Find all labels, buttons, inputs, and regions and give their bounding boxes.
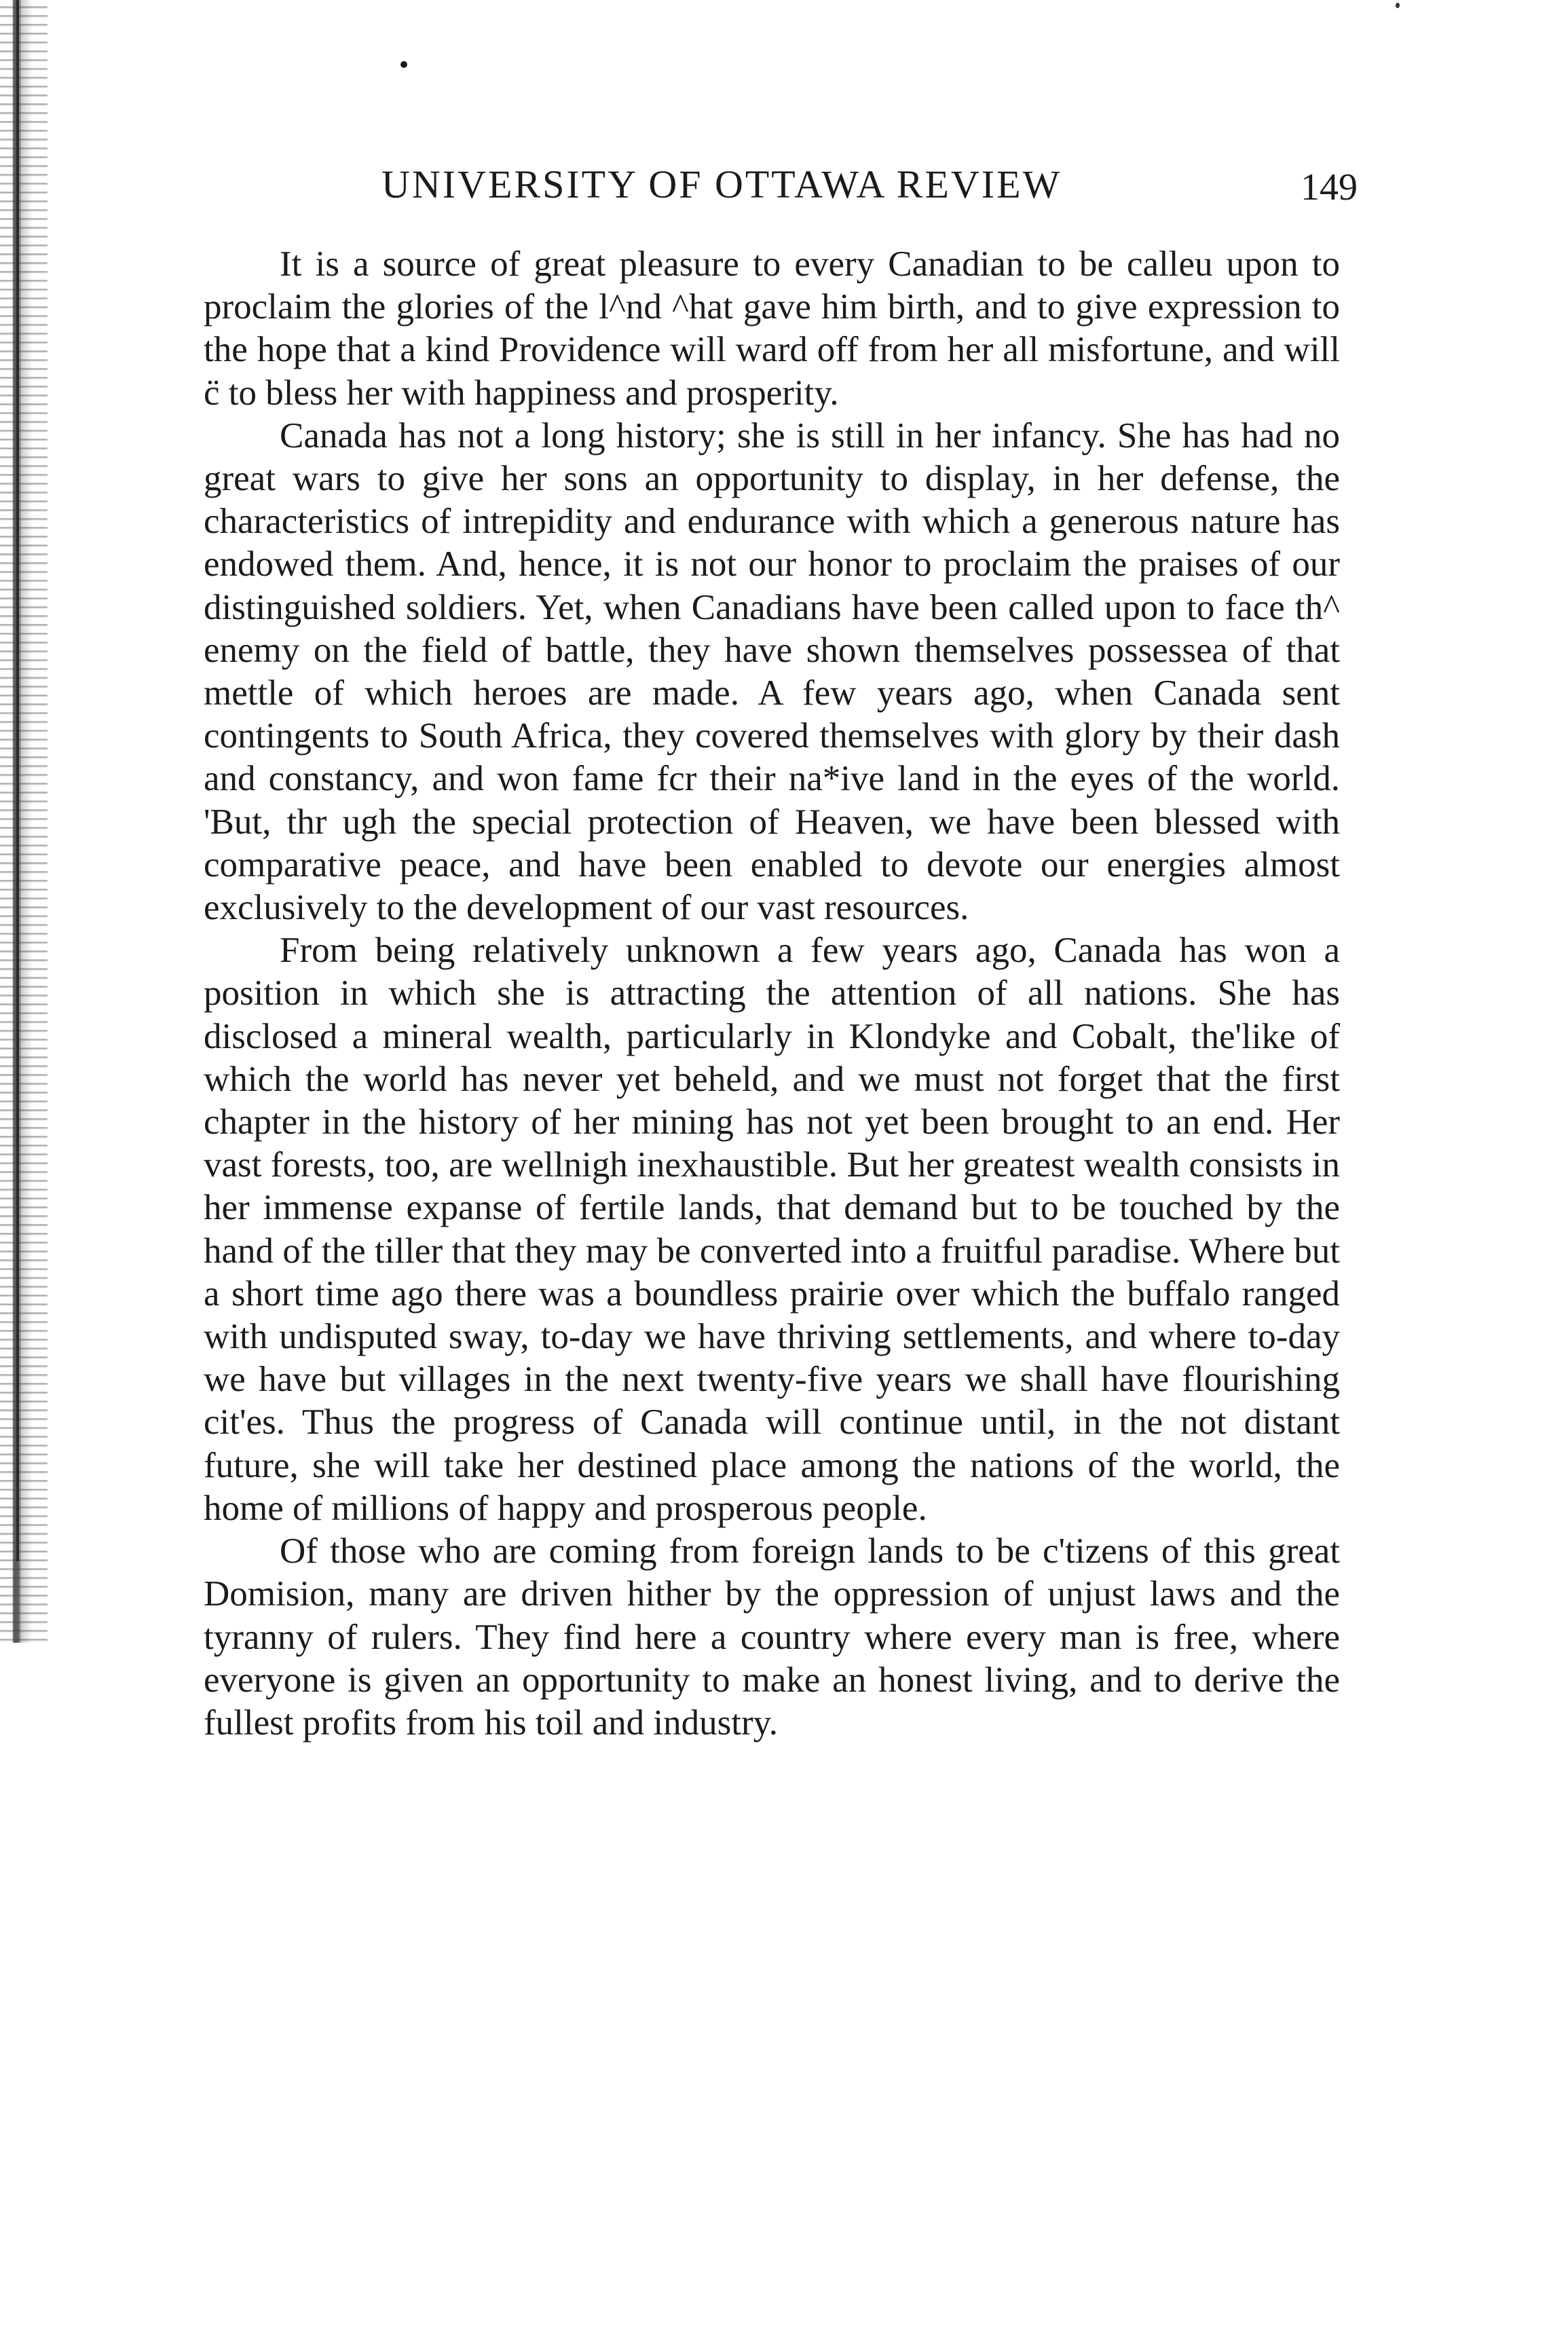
- page-number: 149: [1301, 166, 1358, 208]
- paragraph-4: Of those who are coming from foreign lands to be c'tizens of this great Domision, many are driven hither by the oppression of unjust laws and the tyranny of rulers. They find here a country where every man is free, where everyone is given an opportunity to make an honest living, and to derive the fullest profits from his toil and industry.: [204, 1531, 1340, 1743]
- paragraph-2: Canada has not a long history; she is still in her infancy. She has had no great wars to give her sons an opportunity to display, in her defense, the characteristics of intrepidity and endurance with which a generous nature has endowed them. And, hence, it is not our honor to proclaim the praises of our distinguished soldiers. Yet, when Canadians have been called upon to face th^ enemy on the field of battle, they have shown themselves possessea of that mettle of which heroes are made. A few years ago, when Canada sent contingents to South Africa, they covered themselves with glory by their dash and constancy, and won fame fcr their na*ive land in the eyes of the world. 'But, thr ugh the special protection of Heaven, we have been blessed with comparative peace, and have been enabled to devote our energies almost exclusively to the development of our vast resources.: [204, 415, 1340, 928]
- binding-edge: [0, 0, 48, 1643]
- binding-rule: [16, 0, 19, 1561]
- paragraph-1: It is a source of great pleasure to every Canadian to be calleu upon to proclaim the glories of the l^nd ^hat gave him birth, and to give expression to the hope that a kind Providence will ward off from her all misfortune, and will c̈̈ to bless her with happiness and prosperity.: [204, 244, 1340, 413]
- body-text: [204, 243, 1340, 1745]
- page-header: [204, 162, 1358, 216]
- ink-speck: [400, 61, 407, 68]
- paragraph-3: From being relatively unknown a few years ago, Canada has won a position in which she is attracting the attention of all nations. She has disclosed a mineral wealth, particularly in Klondyke and Cobalt, the'like of which the world has never yet beheld, and we must not forget that the first chapter in the history of her mining has not yet been brought to an end. Her vast forests, too, are wellnigh inexhaustible. But her greatest wealth consists in her immense expanse of fertile lands, that demand but to be touched by the hand of the tiller that they may be converted into a fruitful paradise. Where but a short time ago there was a boundless prairie over which the buffalo ranged with undisputed sway, to-day we have thriving settlements, and where to-day we have but villages in the next twenty-five years we shall have flourishing cit'es. Thus the progress of Canada will continue until, in the not distant future, she will take her destined place among the nations of the world, the home of millions of happy and prosperous people.: [204, 931, 1340, 1528]
- ink-speck-corner: [1396, 3, 1400, 8]
- running-title: UNIVERSITY OF OTTAWA REVIEW: [381, 162, 1062, 206]
